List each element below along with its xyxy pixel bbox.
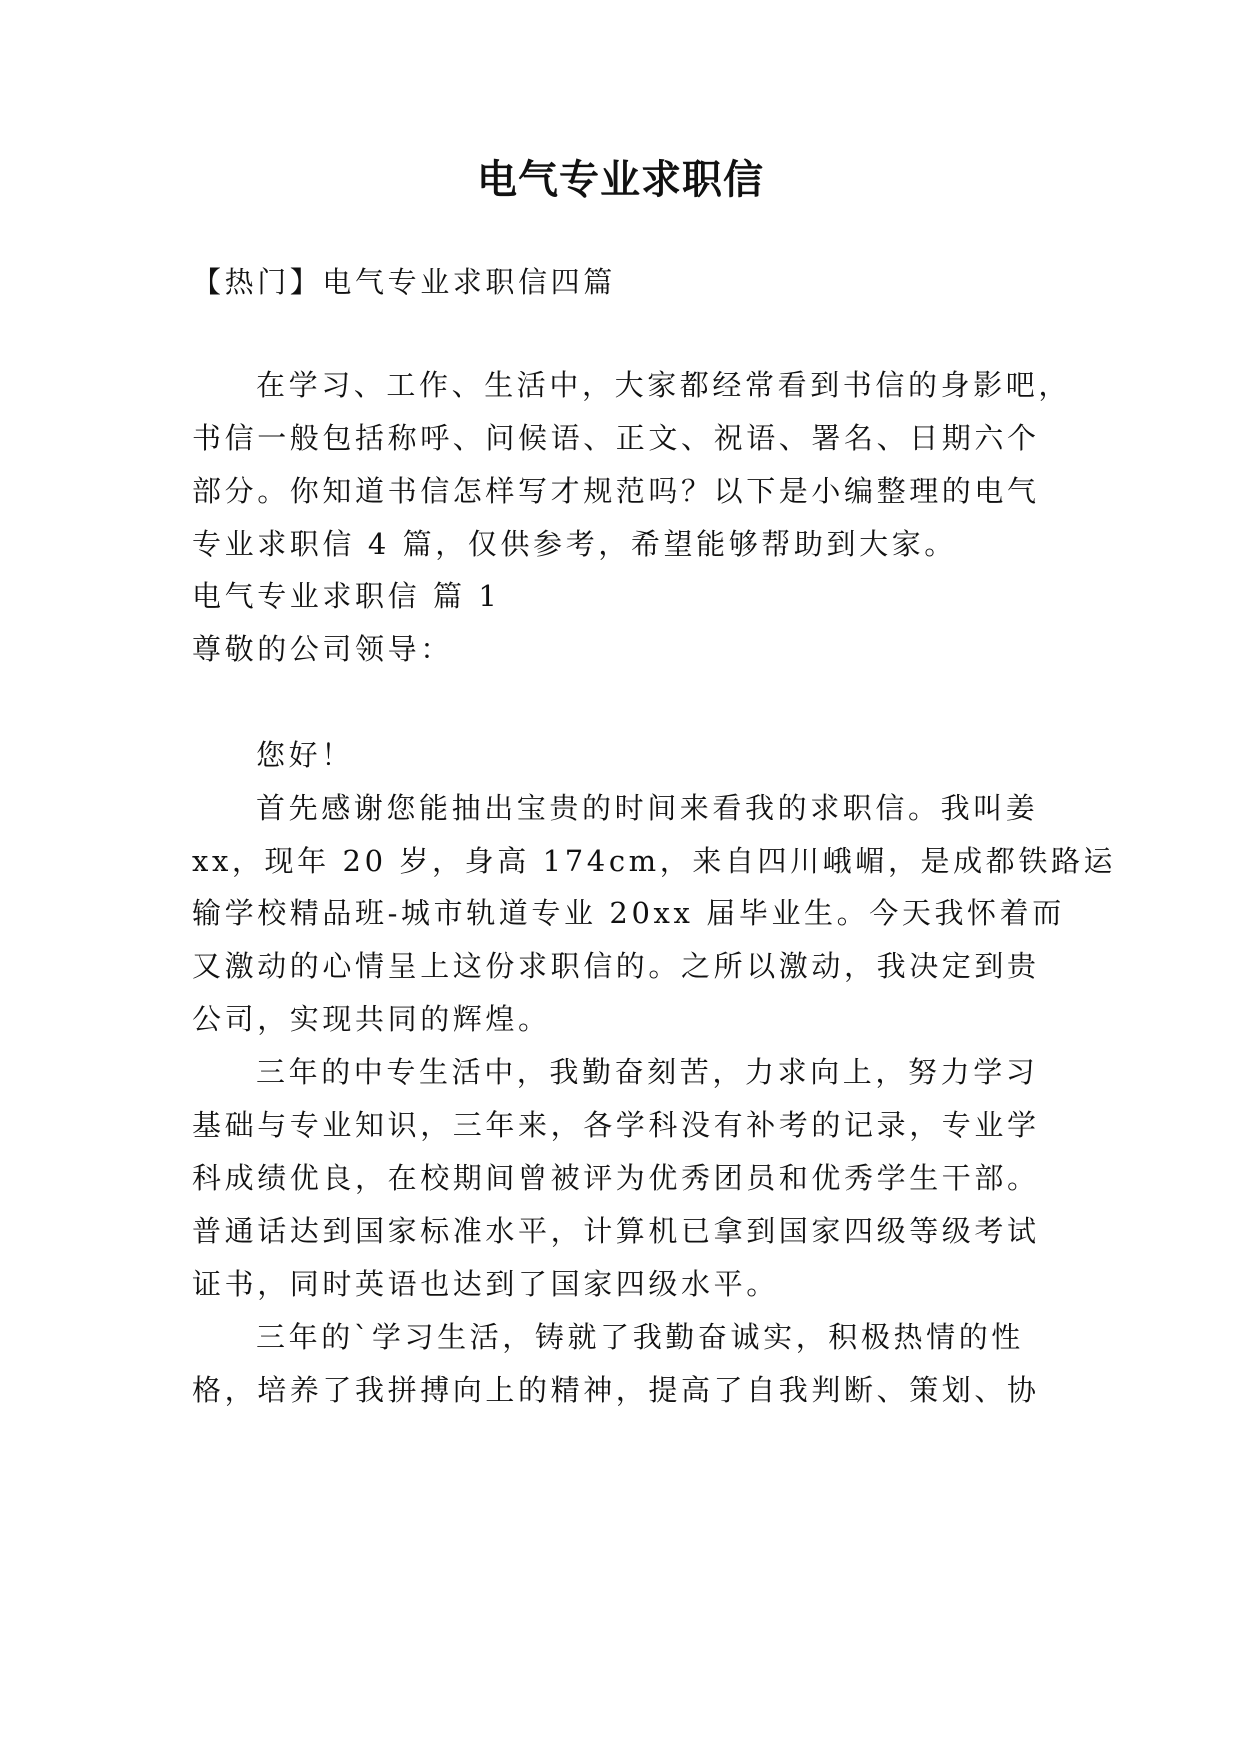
intro-line: 部分。你知道书信怎样写才规范吗？以下是小编整理的电气 xyxy=(192,474,1040,508)
section-heading: 电气专业求职信 篇 1 xyxy=(192,579,501,613)
paragraph1-line: 公司，实现共同的辉煌。 xyxy=(192,1002,551,1036)
paragraph2-line: 三年的中专生活中，我勤奋刻苦，力求向上，努力学习 xyxy=(256,1055,1039,1089)
paragraph1-line: 输学校精品班-城市轨道专业 20xx 届毕业生。今天我怀着而 xyxy=(192,896,1065,930)
intro-line: 书信一般包括称呼、问候语、正文、祝语、署名、日期六个 xyxy=(192,421,1040,455)
paragraph1-line: 又激动的心情呈上这份求职信的。之所以激动，我决定到贵 xyxy=(192,949,1040,983)
paragraph2-line: 基础与专业知识，三年来，各学科没有补考的记录，专业学 xyxy=(192,1108,1040,1142)
paragraph3-line: 格，培养了我拼搏向上的精神，提高了自我判断、策划、协 xyxy=(192,1373,1040,1407)
intro-line: 专业求职信 4 篇，仅供参考，希望能够帮助到大家。 xyxy=(192,527,957,561)
document-title: 电气专业求职信 xyxy=(477,157,764,203)
document-subtitle: 【热门】电气专业求职信四篇 xyxy=(192,265,616,299)
paragraph2-line: 证书，同时英语也达到了国家四级水平。 xyxy=(192,1267,779,1301)
paragraph2-line: 科成绩优良，在校期间曾被评为优秀团员和优秀学生干部。 xyxy=(192,1161,1040,1195)
intro-line: 在学习、工作、生活中，大家都经常看到书信的身影吧， xyxy=(256,368,1072,402)
paragraph1-line: xx，现年 20 岁，身高 174cm，来自四川峨嵋，是成都铁路运 xyxy=(192,844,1117,878)
paragraph2-line: 普通话达到国家标准水平，计算机已拿到国家四级等级考试 xyxy=(192,1214,1040,1248)
paragraph1-line: 首先感谢您能抽出宝贵的时间来看我的求职信。我叫姜 xyxy=(256,791,1039,825)
greeting: 您好！ xyxy=(256,738,354,772)
paragraph3-line: 三年的`学习生活，铸就了我勤奋诚实，积极热情的性 xyxy=(256,1320,1024,1354)
salutation: 尊敬的公司领导： xyxy=(192,632,453,666)
